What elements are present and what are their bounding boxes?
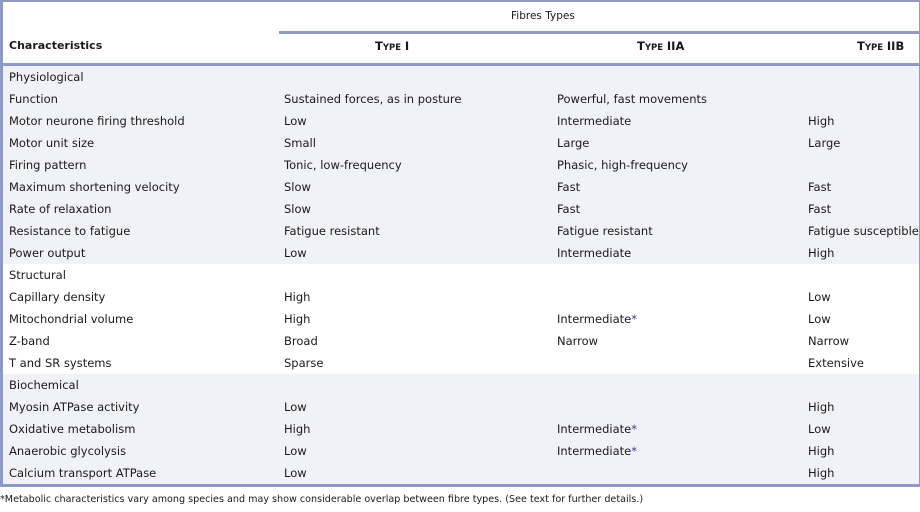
type-1-initial: T: [375, 39, 383, 53]
table-row: [3, 352, 919, 374]
cell-type-1-text: High: [284, 312, 311, 326]
cell-type-1: [284, 286, 310, 308]
row-label-text: Anaerobic glycolysis: [9, 444, 127, 458]
cell-type-2a: [557, 440, 637, 462]
row-label-text: Z-band: [9, 334, 50, 348]
row-label-text: Maximum shortening velocity: [9, 180, 180, 194]
column-header-characteristics: Characteristics: [9, 39, 103, 52]
cell-type-2b-text: Large: [808, 136, 841, 150]
cell-type-1-text: Tonic, low-frequency: [284, 158, 402, 172]
section-title: Biochemical: [9, 378, 79, 392]
cell-type-2b-text: Fast: [808, 202, 832, 216]
section-physiological: [3, 66, 919, 264]
cell-type-2a-text: Fast: [557, 202, 581, 216]
cell-type-2b: [808, 396, 834, 418]
row-label: [9, 220, 130, 242]
footnote-marker: *: [631, 422, 637, 436]
cell-type-1-text: Broad: [284, 334, 318, 348]
table-row: [3, 110, 919, 132]
cell-type-2b-text: Low: [808, 312, 831, 326]
row-label-text: Motor neurone firing threshold: [9, 114, 185, 128]
cell-type-2b: [808, 286, 831, 308]
row-label: [9, 176, 180, 198]
cell-type-1-text: High: [284, 422, 311, 436]
group-header-fibre-types: Fibres Types: [511, 10, 575, 22]
cell-type-2b: [808, 462, 834, 484]
row-label-text: Motor unit size: [9, 136, 95, 150]
table-row: [3, 154, 919, 176]
row-label-text: Firing pattern: [9, 158, 87, 172]
cell-type-1: [284, 308, 310, 330]
cell-type-2b: [808, 176, 831, 198]
type-2b-smallcaps: YPE: [864, 43, 884, 53]
cell-type-1: [284, 110, 307, 132]
type-2a-numeral: IIA: [666, 39, 685, 53]
row-label-text: Myosin ATPase activity: [9, 400, 140, 414]
cell-type-2b: [808, 132, 840, 154]
row-label: [9, 286, 105, 308]
cell-type-1-text: High: [284, 290, 311, 304]
row-label: [9, 418, 135, 440]
cell-type-2a: [557, 418, 637, 440]
cell-type-2a: [557, 110, 631, 132]
cell-type-2a: [557, 132, 589, 154]
cell-type-1-text: Small: [284, 136, 316, 150]
cell-type-2a-text: Intermediate: [557, 312, 632, 326]
cell-type-1: [284, 88, 461, 110]
cell-type-2b-text: Extensive: [808, 356, 865, 370]
table-row: [3, 462, 919, 484]
cell-type-2b-text: High: [808, 114, 835, 128]
table-row: [3, 198, 919, 220]
cell-type-1: [284, 418, 310, 440]
cell-type-2b: [808, 220, 919, 242]
cell-type-2a: [557, 308, 637, 330]
row-label: [9, 440, 126, 462]
cell-type-1-text: Low: [284, 114, 307, 128]
cell-type-1-text: Slow: [284, 180, 311, 194]
table-row: [3, 242, 919, 264]
type-1-numeral: I: [404, 39, 410, 53]
type-1-smallcaps: YPE: [382, 43, 402, 53]
table-row: [3, 88, 919, 110]
cell-type-1: [284, 154, 402, 176]
section-title-row: [3, 374, 919, 396]
cell-type-1: [284, 396, 307, 418]
cell-type-2a: [557, 220, 653, 242]
row-label-text: Oxidative metabolism: [9, 422, 136, 436]
table-row: [3, 176, 919, 198]
cell-type-2b: [808, 352, 864, 374]
table-row: [3, 330, 919, 352]
row-label-text: Function: [9, 92, 58, 106]
row-label: [9, 396, 139, 418]
cell-type-1-text: Sparse: [284, 356, 324, 370]
cell-type-2b-text: High: [808, 444, 835, 458]
row-label: [9, 88, 58, 110]
row-label: [9, 330, 50, 352]
table-row: [3, 132, 919, 154]
cell-type-1-text: Slow: [284, 202, 311, 216]
cell-type-2a-text: Narrow: [557, 334, 599, 348]
row-label: [9, 198, 111, 220]
row-label: [9, 462, 156, 484]
section-title: Structural: [9, 268, 66, 282]
cell-type-1-text: Low: [284, 400, 307, 414]
section-title-row: [3, 264, 919, 286]
cell-type-2a-text: Intermediate: [557, 444, 632, 458]
section-title-row: [3, 66, 919, 88]
cell-type-2a: [557, 176, 580, 198]
row-label-text: Power output: [9, 246, 86, 260]
column-header-type-1: [375, 39, 409, 53]
cell-type-1: [284, 132, 316, 154]
cell-type-2b-text: High: [808, 246, 835, 260]
row-label-text: Rate of relaxation: [9, 202, 112, 216]
table-row: [3, 440, 919, 462]
cell-type-1: [284, 462, 307, 484]
footnote-marker: *: [631, 444, 637, 458]
table-header: [3, 2, 919, 63]
cell-type-2a: [557, 198, 580, 220]
footnote: *Metabolic characteristics vary among species and may show considerable overlap between fibre types. (See text for further details.): [0, 494, 644, 505]
cell-type-2a: [557, 242, 631, 264]
column-header-type-2b: [857, 39, 904, 53]
row-label: [9, 154, 86, 176]
cell-type-2a: [557, 330, 598, 352]
cell-type-2b: [808, 110, 834, 132]
cell-type-1: [284, 176, 311, 198]
cell-type-1: [284, 330, 318, 352]
cell-type-2b: [808, 418, 831, 440]
type-2a-initial: T: [637, 39, 645, 53]
group-header-rule: [279, 31, 919, 34]
row-label: [9, 352, 111, 374]
cell-type-2b: [808, 242, 834, 264]
cell-type-2a-text: Large: [557, 136, 590, 150]
cell-type-2b-text: Fast: [808, 180, 832, 194]
cell-type-2b-text: Fatigue susceptible: [808, 224, 919, 238]
cell-type-1-text: Low: [284, 466, 307, 480]
cell-type-2a-text: Phasic, high-frequency: [557, 158, 688, 172]
cell-type-2a: [557, 154, 688, 176]
cell-type-2a: [557, 88, 707, 110]
cell-type-2b-text: High: [808, 400, 835, 414]
cell-type-1: [284, 440, 307, 462]
section-biochemical: [3, 374, 919, 484]
cell-type-1: [284, 242, 307, 264]
cell-type-1: [284, 352, 323, 374]
type-2a-smallcaps: YPE: [644, 43, 664, 53]
cell-type-2a-text: Intermediate: [557, 246, 632, 260]
row-label: [9, 308, 133, 330]
cell-type-2b-text: Narrow: [808, 334, 850, 348]
cell-type-1-text: Low: [284, 444, 307, 458]
column-header-type-2a: [637, 39, 684, 53]
row-label-text: T and SR systems: [9, 356, 112, 370]
row-label: [9, 132, 94, 154]
cell-type-1-text: Sustained forces, as in posture: [284, 92, 462, 106]
section-structural: [3, 264, 919, 374]
cell-type-2b: [808, 308, 831, 330]
row-label-text: Mitochondrial volume: [9, 312, 134, 326]
row-label-text: Resistance to fatigue: [9, 224, 131, 238]
cell-type-2a-text: Intermediate: [557, 114, 632, 128]
cell-type-1: [284, 198, 311, 220]
cell-type-2a-text: Powerful, fast movements: [557, 92, 708, 106]
row-label-text: Calcium transport ATPase: [9, 466, 157, 480]
table-row: [3, 286, 919, 308]
table-row: [3, 220, 919, 242]
cell-type-1-text: Low: [284, 246, 307, 260]
cell-type-2b-text: High: [808, 466, 835, 480]
cell-type-2b: [808, 440, 834, 462]
cell-type-2a-text: Fatigue resistant: [557, 224, 653, 238]
row-label: [9, 110, 185, 132]
table-row: [3, 418, 919, 440]
row-label: [9, 242, 85, 264]
table-row: [3, 396, 919, 418]
table-row: [3, 308, 919, 330]
cell-type-1-text: Fatigue resistant: [284, 224, 380, 238]
cell-type-2a-text: Fast: [557, 180, 581, 194]
section-title: Physiological: [9, 70, 84, 84]
cell-type-1: [284, 220, 380, 242]
footnote-marker: *: [631, 312, 637, 326]
cell-type-2a-text: Intermediate: [557, 422, 632, 436]
row-label-text: Capillary density: [9, 290, 106, 304]
cell-type-2b: [808, 330, 849, 352]
cell-type-2b: [808, 198, 831, 220]
type-2b-numeral: IIB: [886, 39, 905, 53]
cell-type-2b-text: Low: [808, 290, 831, 304]
cell-type-2b-text: Low: [808, 422, 831, 436]
type-2b-initial: T: [857, 39, 865, 53]
